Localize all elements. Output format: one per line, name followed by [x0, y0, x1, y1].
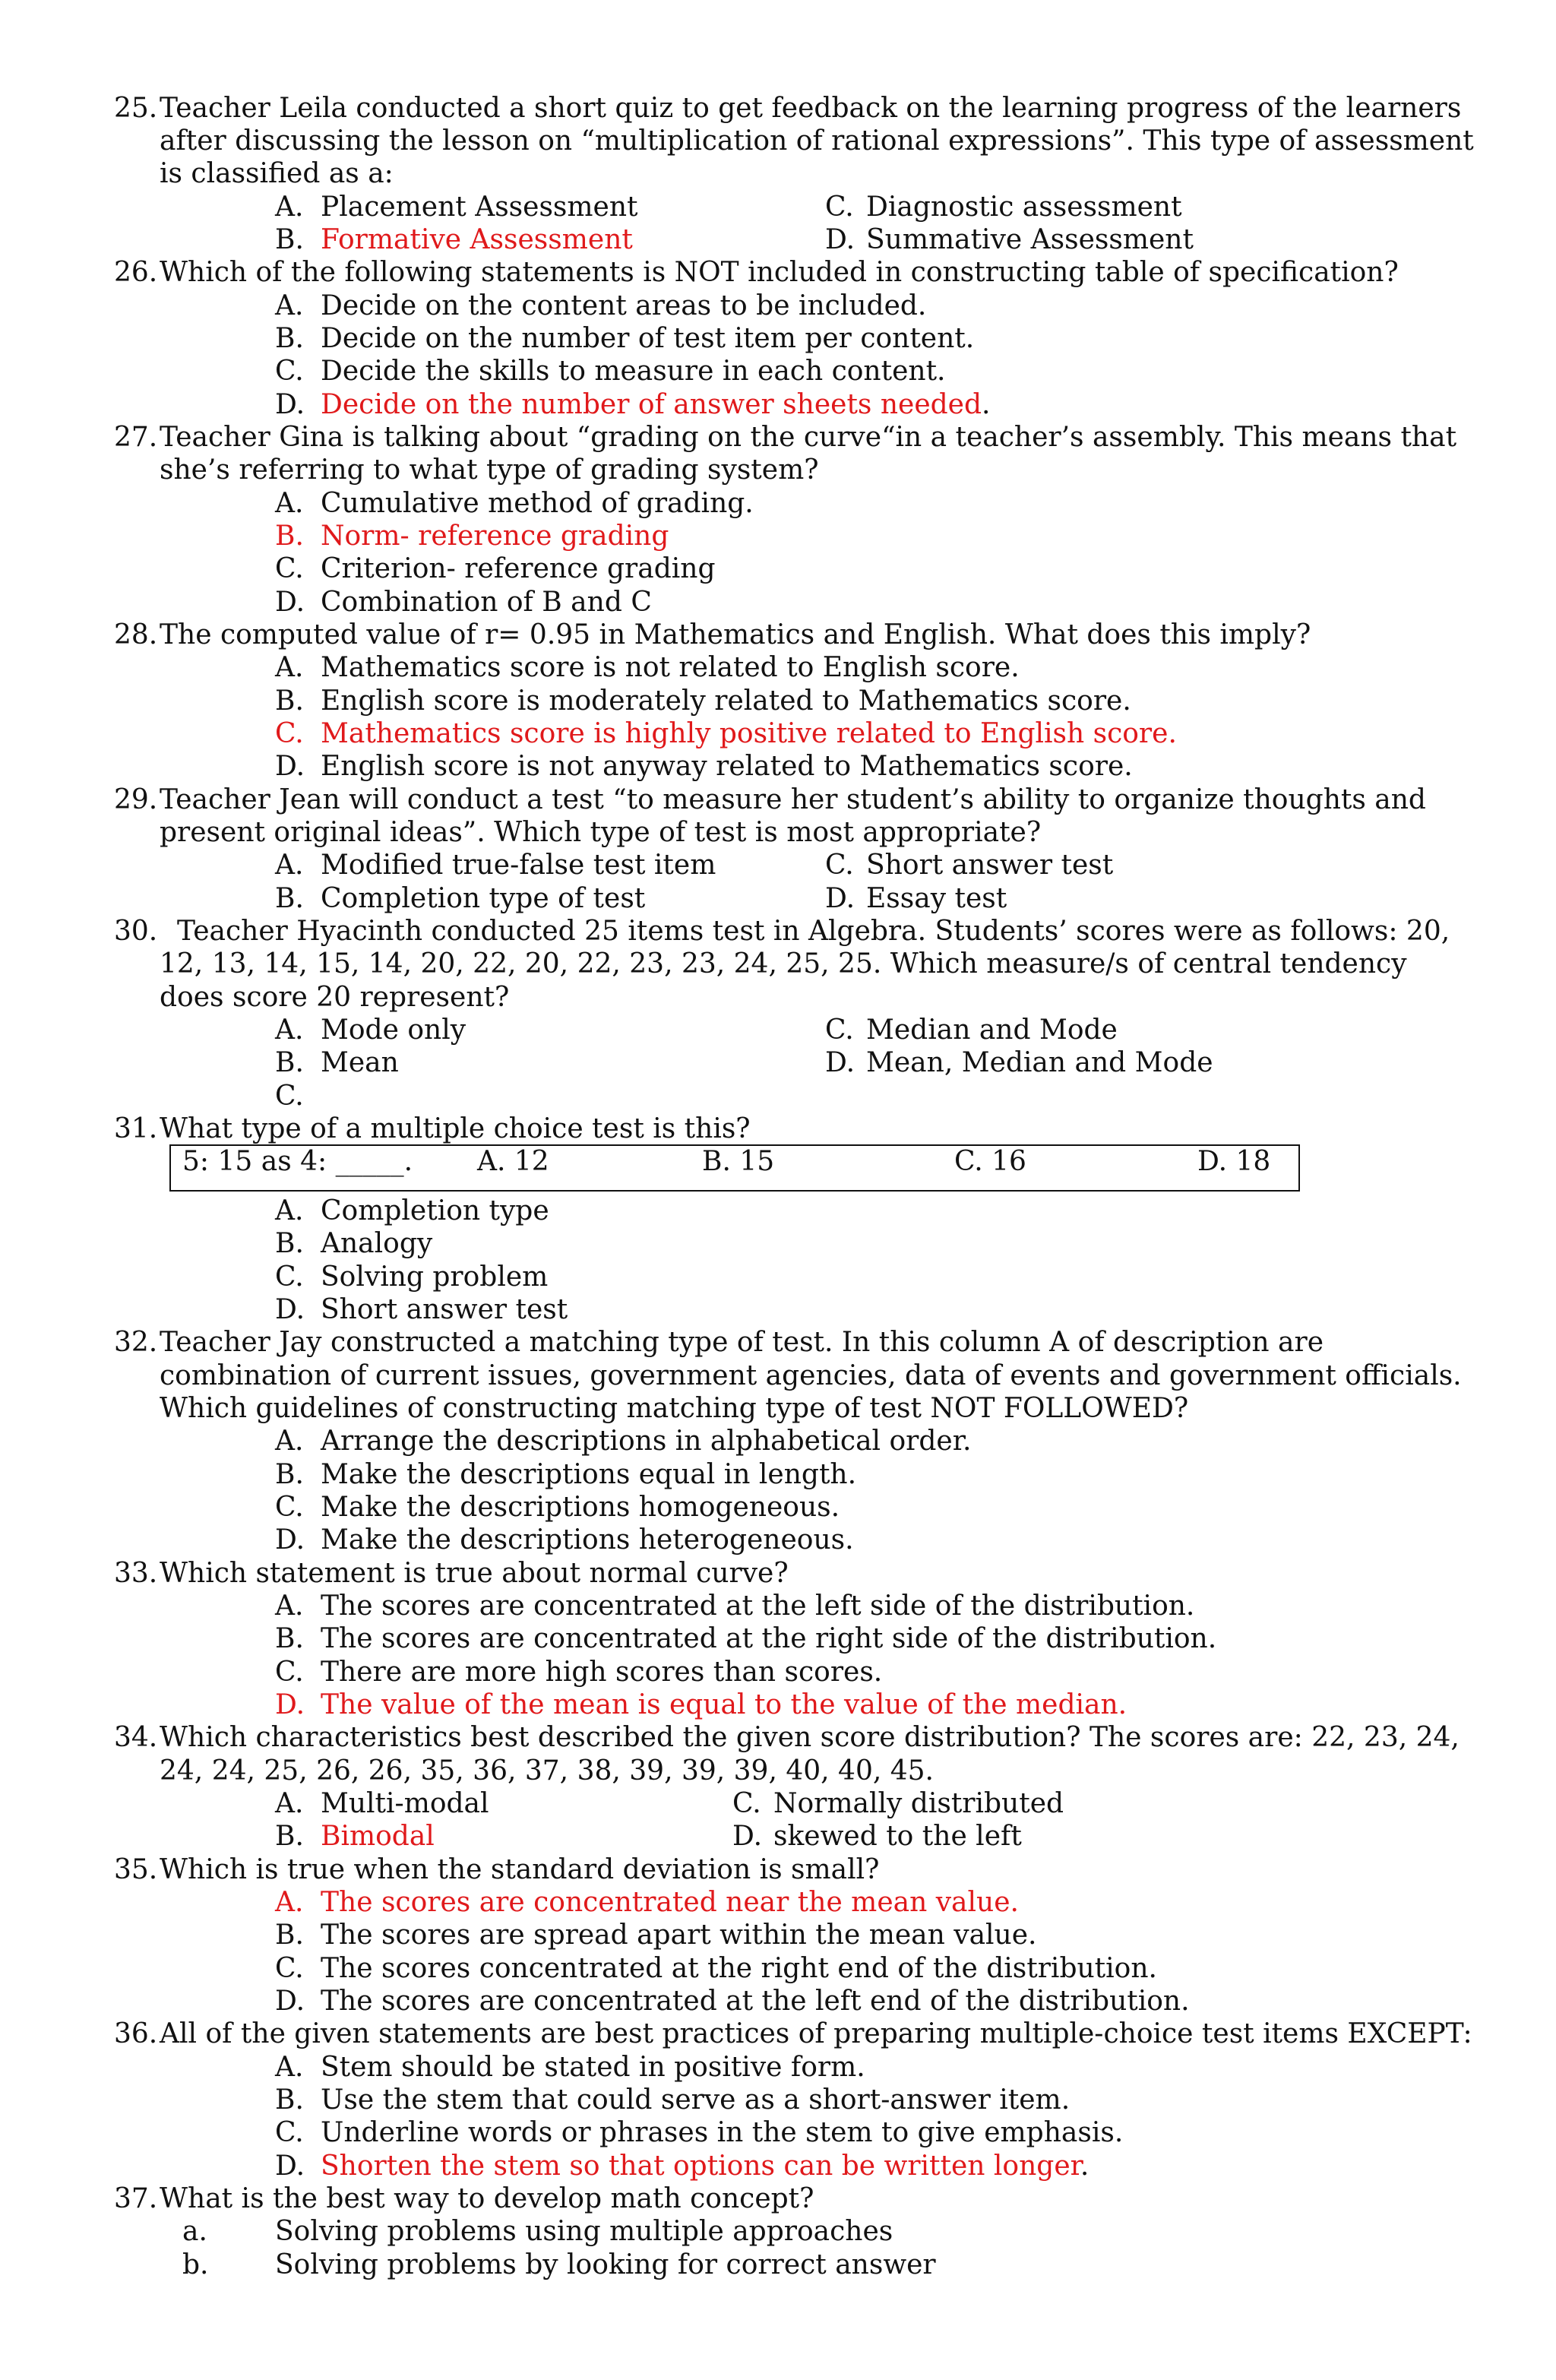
- option-text: English score is not anyway related to Mathematics score.: [321, 751, 1133, 782]
- question-number: 27.: [114, 422, 158, 453]
- question-28: [0, 619, 1556, 652]
- option-letter: B.: [275, 1821, 304, 1852]
- question-number: 33.: [114, 1558, 158, 1589]
- option-text: Make the descriptions homogeneous.: [321, 1492, 840, 1523]
- question-stem-line: Teacher Leila conducted a short quiz to get feedback on the learning progress of the learners: [160, 93, 1462, 124]
- option-letter: A.: [275, 1195, 304, 1226]
- option-letter: D.: [275, 2151, 305, 2182]
- option-letter: D.: [275, 1524, 305, 1556]
- question-stem-line: Teacher Gina is talking about “grading on the curve“in a teacher’s assembly. This means that: [160, 422, 1457, 453]
- option-letter: B.: [275, 883, 304, 914]
- sample-choice-d: D. 18: [1197, 1146, 1271, 1177]
- option-text: Decide on the content areas to be included.: [321, 290, 927, 321]
- question-stem-line: Which characteristics best described the given score distribution? The scores are: 22, 23, 24,: [160, 1722, 1460, 1753]
- correct-answer-text: Decide on the number of answer sheets needed: [321, 389, 982, 420]
- option-letter: a.: [182, 2216, 207, 2247]
- question-number: 30.: [114, 916, 158, 947]
- option-text: Summative Assessment: [866, 224, 1194, 255]
- option-text: Decide on the number of test item per content.: [321, 323, 975, 354]
- option-letter: C.: [275, 1492, 304, 1523]
- option-letter: A.: [275, 1887, 304, 1918]
- option-letter: C.: [825, 191, 854, 223]
- question-stem-line: present original ideas”. Which type of test is most appropriate?: [160, 817, 1042, 848]
- correct-answer-text: Bimodal: [321, 1821, 435, 1852]
- option-letter: B.: [275, 685, 304, 717]
- option-text: Solving problem: [321, 1261, 549, 1293]
- option-text: Normally distributed: [773, 1788, 1064, 1819]
- option-text: Mean: [321, 1047, 399, 1078]
- option-text: Analogy: [321, 1228, 433, 1259]
- question-34: [0, 1721, 1556, 1755]
- option-text: Make the descriptions equal in length.: [321, 1459, 857, 1490]
- option-text: Essay test: [866, 883, 1007, 914]
- option-text: The scores are spread apart within the mean value.: [321, 1920, 1037, 1951]
- option-text: Mathematics score is not related to English score.: [321, 652, 1020, 683]
- option-text: Underline words or phrases in the stem to give emphasis.: [321, 2117, 1124, 2148]
- question-stem-line: Which guidelines of constructing matching type of test NOT FOLLOWED?: [160, 1393, 1189, 1424]
- option-text: Mean, Median and Mode: [866, 1047, 1213, 1078]
- option-letter: D.: [275, 1689, 305, 1720]
- option-text: Solving problems by looking for correct answer: [275, 2249, 936, 2280]
- option-letter: D.: [275, 751, 305, 782]
- correct-answer-text: Mathematics score is highly positive related to English score.: [321, 718, 1177, 749]
- question-number: 26.: [114, 257, 158, 288]
- option-letter: C.: [275, 1657, 304, 1688]
- option-letter: A.: [275, 2052, 304, 2083]
- question-stem-line: does score 20 represent?: [160, 982, 510, 1013]
- question-33: [0, 1557, 1556, 1590]
- option-letter: D.: [825, 224, 855, 255]
- question-number: 28.: [114, 619, 158, 650]
- option-letter: B.: [275, 1047, 304, 1078]
- option-text: Median and Mode: [866, 1014, 1118, 1046]
- option-letter: C.: [275, 1953, 304, 1984]
- sample-choice-b: B. 15: [702, 1146, 775, 1177]
- correct-answer-text: Norm- reference grading: [321, 521, 669, 552]
- correct-answer-text: Formative Assessment: [321, 224, 633, 255]
- sample-item-row: [0, 1145, 1556, 1179]
- question-30: [0, 915, 1556, 948]
- option-letter: D.: [732, 1821, 763, 1852]
- option-text: Short answer test: [321, 1294, 568, 1325]
- question-stem-line: The computed value of r= 0.95 in Mathematics and English. What does this imply?: [160, 619, 1311, 650]
- option-letter: D.: [825, 1047, 855, 1078]
- option-letter: D.: [275, 587, 305, 618]
- option-tail: .: [982, 389, 991, 420]
- option-letter: A.: [275, 1426, 304, 1457]
- option-letter: B.: [275, 2084, 304, 2116]
- correct-answer-text: The scores are concentrated near the mean value.: [321, 1887, 1019, 1918]
- question-25: [0, 92, 1556, 125]
- option-tail: .: [1080, 2151, 1090, 2182]
- option-letter: D.: [275, 1294, 305, 1325]
- question-number: 29.: [114, 784, 158, 815]
- option-text: Solving problems using multiple approaches: [275, 2216, 893, 2247]
- question-36: [0, 2018, 1556, 2051]
- question-stem-line: is classified as a:: [160, 158, 394, 189]
- option-letter: C.: [275, 356, 304, 387]
- question-stem-line: 12, 13, 14, 15, 14, 20, 22, 20, 22, 23, 23, 24, 25, 25. Which measure/s of central tendency: [160, 948, 1407, 980]
- sample-choice-a: A. 12: [477, 1146, 549, 1177]
- question-stem-line: Which is true when the standard deviation is small?: [160, 1854, 880, 1885]
- question-stem-line: she’s referring to what type of grading system?: [160, 454, 819, 486]
- option-letter: C.: [825, 1014, 854, 1046]
- question-32: [0, 1326, 1556, 1359]
- question-stem-line: 24, 24, 25, 26, 26, 35, 36, 37, 38, 39, 39, 39, 40, 40, 45.: [160, 1755, 934, 1787]
- question-stem-line: What type of a multiple choice test is this?: [160, 1113, 751, 1144]
- option-text: The scores concentrated at the right end of the distribution.: [321, 1953, 1157, 1984]
- option-text: English score is moderately related to Mathematics score.: [321, 685, 1131, 717]
- question-number: 34.: [114, 1722, 158, 1753]
- option-letter: A.: [275, 652, 304, 683]
- question-stem-line: combination of current issues, government agencies, data of events and government officials.: [160, 1360, 1462, 1391]
- question-number: 25.: [114, 93, 158, 124]
- option-letter: B.: [275, 1623, 304, 1654]
- option-letter: A.: [275, 191, 304, 223]
- question-27: [0, 421, 1556, 454]
- question-stem-line: Which of the following statements is NOT included in constructing table of specification?: [160, 257, 1399, 288]
- option-letter: D.: [825, 883, 855, 914]
- option-letter: B.: [275, 224, 304, 255]
- question-number: 32.: [114, 1327, 158, 1358]
- option-letter: C.: [275, 553, 304, 584]
- question-stem-line: Which statement is true about normal curve?: [160, 1558, 789, 1589]
- question-26: [0, 256, 1556, 290]
- option-text: Stem should be stated in positive form.: [321, 2052, 865, 2083]
- option-letter: C.: [275, 1081, 304, 1112]
- option-text: Diagnostic assessment: [866, 191, 1182, 223]
- sample-choice-c: C. 16: [954, 1146, 1026, 1177]
- question-stem-line: All of the given statements are best practices of preparing multiple-choice test items EXCEPT:: [160, 2018, 1472, 2049]
- option-text: Use the stem that could serve as a short-answer item.: [321, 2084, 1071, 2116]
- option-text: Modified true-false test item: [321, 850, 716, 881]
- option-letter: A.: [275, 1014, 304, 1046]
- question-37: [0, 2182, 1556, 2216]
- question-35: [0, 1853, 1556, 1887]
- sample-item-prompt: 5: 15 as 4: _____.: [182, 1146, 413, 1177]
- option-letter: b.: [182, 2249, 209, 2280]
- option-letter: C.: [732, 1788, 761, 1819]
- option-letter: B.: [275, 1920, 304, 1951]
- option-text: Combination of B and C: [321, 587, 652, 618]
- option-letter: B.: [275, 1228, 304, 1259]
- question-number: 35.: [114, 1854, 158, 1885]
- option-letter: A.: [275, 290, 304, 321]
- option-letter: A.: [275, 850, 304, 881]
- question-stem-line: What is the best way to develop math concept?: [160, 2183, 814, 2214]
- option-letter: C.: [825, 850, 854, 881]
- option-text: The scores are concentrated at the left end of the distribution.: [321, 1986, 1190, 2017]
- option-text: Criterion- reference grading: [321, 553, 716, 584]
- option-text: skewed to the left: [773, 1821, 1022, 1852]
- question-stem-line: after discussing the lesson on “multiplication of rational expressions”. This type of assessment: [160, 125, 1474, 157]
- correct-answer-text: Shorten the stem so that options can be written longer: [321, 2151, 1080, 2182]
- option-text: The scores are concentrated at the left side of the distribution.: [321, 1590, 1195, 1622]
- question-stem-line: Teacher Jay constructed a matching type of test. In this column A of description are: [160, 1327, 1324, 1358]
- question-stem-line: Teacher Jean will conduct a test “to measure her student’s ability to organize thoughts and: [160, 784, 1426, 815]
- option-text: Mode only: [321, 1014, 466, 1046]
- option-letter: A.: [275, 1590, 304, 1622]
- question-29: [0, 783, 1556, 817]
- question-number: 37.: [114, 2183, 158, 2214]
- option-letter: D.: [275, 389, 305, 420]
- option-text: There are more high scores than scores.: [321, 1657, 883, 1688]
- option-letter: C.: [275, 1261, 304, 1293]
- question-number: 31.: [114, 1113, 158, 1144]
- option-text: Multi-modal: [321, 1788, 489, 1819]
- option-text: Placement Assessment: [321, 191, 638, 223]
- option-letter: C.: [275, 718, 304, 749]
- option-text: Arrange the descriptions in alphabetical order.: [321, 1426, 972, 1457]
- option-letter: C.: [275, 2117, 304, 2148]
- option-text: Decide the skills to measure in each content.: [321, 356, 946, 387]
- option-letter: B.: [275, 521, 304, 552]
- option-text: Completion type: [321, 1195, 549, 1226]
- option-letter: B.: [275, 1459, 304, 1490]
- option-text: Completion type of test: [321, 883, 646, 914]
- option-text: Cumulative method of grading.: [321, 488, 754, 519]
- option-text: Short answer test: [866, 850, 1114, 881]
- option-letter: A.: [275, 1788, 304, 1819]
- question-stem-line: Teacher Hyacinth conducted 25 items test in Algebra. Students’ scores were as follows: 20,: [177, 916, 1450, 947]
- option-letter: D.: [275, 1986, 305, 2017]
- correct-answer-text: The value of the mean is equal to the value of the median.: [321, 1689, 1127, 1720]
- option-text: Make the descriptions heterogeneous.: [321, 1524, 854, 1556]
- question-31: [0, 1112, 1556, 1146]
- question-number: 36.: [114, 2018, 158, 2049]
- option-letter: B.: [275, 323, 304, 354]
- option-text: The scores are concentrated at the right side of the distribution.: [321, 1623, 1217, 1654]
- option-letter: A.: [275, 488, 304, 519]
